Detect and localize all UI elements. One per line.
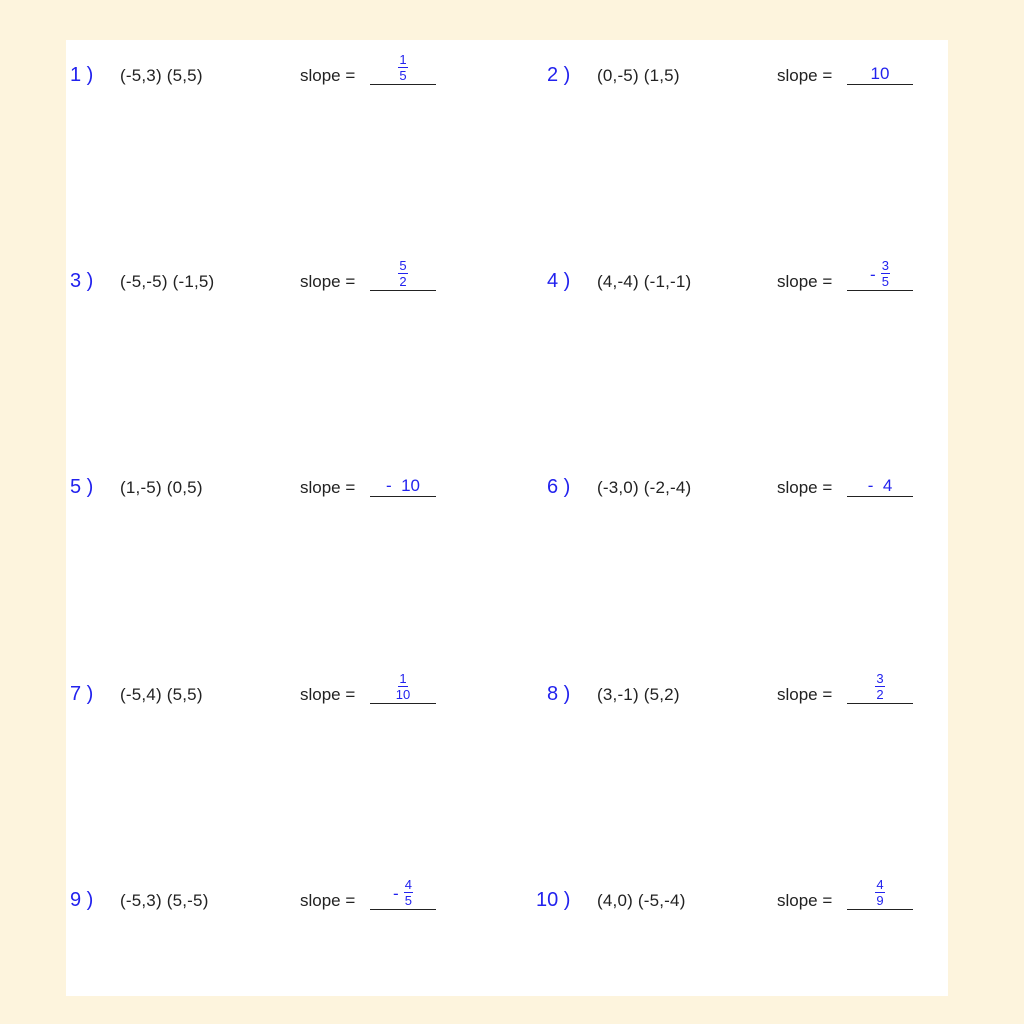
slope-answer (370, 659, 436, 703)
problem-number: 3 ) (70, 270, 94, 292)
answer-sign: - (393, 883, 399, 903)
fraction-numerator: 3 (881, 258, 889, 273)
slope-answer (847, 659, 913, 703)
problem-points: (4,-4) (-1,-1) (597, 272, 692, 291)
answer-fraction (398, 53, 407, 82)
answer-blank (370, 290, 436, 291)
slope-label: slope = (777, 891, 833, 910)
answer-blank (847, 84, 913, 85)
answer-fraction (398, 259, 407, 288)
fraction-numerator: 1 (399, 52, 407, 67)
problem-number: 7 ) (70, 683, 94, 705)
fraction-denominator: 10 (395, 687, 411, 702)
fraction-numerator: 4 (876, 877, 884, 892)
problem-number: 1 ) (70, 64, 94, 86)
answer-whole: 10 (870, 64, 890, 83)
slope-answer (370, 452, 436, 496)
problem-3 (66, 246, 506, 306)
slope-answer (847, 452, 913, 496)
problem-points: (0,-5) (1,5) (597, 66, 680, 85)
fraction-numerator: 5 (399, 258, 407, 273)
problem-number: 2 ) (547, 64, 571, 86)
problem-number: 5 ) (70, 476, 94, 498)
answer-blank (370, 496, 436, 497)
slope-label: slope = (300, 66, 356, 85)
problem-9 (66, 865, 506, 925)
problem-points: (4,0) (-5,-4) (597, 891, 686, 910)
answer-blank (847, 703, 913, 704)
answer-whole: - 4 (867, 476, 893, 495)
fraction-numerator: 3 (876, 671, 884, 686)
slope-label: slope = (777, 478, 833, 497)
fraction-denominator: 9 (876, 893, 884, 908)
problem-points: (-5,4) (5,5) (120, 685, 203, 704)
slope-answer (370, 40, 436, 84)
problem-points: (-5,3) (5,-5) (120, 891, 209, 910)
answer-fraction (396, 672, 410, 701)
worksheet-page (66, 40, 948, 996)
answer-fraction (881, 259, 890, 288)
slope-answer (370, 865, 436, 909)
answer-whole: - 10 (385, 476, 421, 495)
slope-answer (370, 246, 436, 290)
problem-6 (536, 452, 948, 512)
fraction-numerator: 1 (399, 671, 407, 686)
fraction-denominator: 5 (881, 274, 889, 289)
problem-2 (536, 40, 948, 100)
answer-blank (847, 909, 913, 910)
problem-points: (3,-1) (5,2) (597, 685, 680, 704)
problem-number: 4 ) (547, 270, 571, 292)
fraction-denominator: 2 (876, 687, 884, 702)
answer-fraction (404, 878, 413, 907)
slope-answer (847, 246, 913, 290)
problem-8 (536, 659, 948, 719)
problem-number: 9 ) (70, 889, 94, 911)
problem-points: (-3,0) (-2,-4) (597, 478, 692, 497)
problem-7 (66, 659, 506, 719)
answer-fraction (875, 672, 884, 701)
slope-label: slope = (777, 66, 833, 85)
problem-10 (536, 865, 948, 925)
slope-label: slope = (777, 685, 833, 704)
problem-number: 10 ) (536, 889, 571, 911)
problem-5 (66, 452, 506, 512)
problem-points: (-5,-5) (-1,5) (120, 272, 215, 291)
fraction-denominator: 5 (404, 893, 412, 908)
slope-label: slope = (777, 272, 833, 291)
answer-blank (370, 909, 436, 910)
slope-answer (847, 40, 913, 84)
slope-answer (847, 865, 913, 909)
problem-number: 8 ) (547, 683, 571, 705)
answer-blank (370, 703, 436, 704)
answer-sign: - (870, 264, 876, 284)
answer-blank (370, 84, 436, 85)
fraction-denominator: 2 (399, 274, 407, 289)
answer-blank (847, 290, 913, 291)
fraction-numerator: 4 (404, 877, 412, 892)
problem-points: (-5,3) (5,5) (120, 66, 203, 85)
problem-4 (536, 246, 948, 306)
slope-label: slope = (300, 272, 356, 291)
slope-label: slope = (300, 891, 356, 910)
slope-label: slope = (300, 685, 356, 704)
fraction-denominator: 5 (399, 68, 407, 83)
answer-blank (847, 496, 913, 497)
answer-fraction (875, 878, 884, 907)
problem-points: (1,-5) (0,5) (120, 478, 203, 497)
problem-1 (66, 40, 506, 100)
problem-number: 6 ) (547, 476, 571, 498)
slope-label: slope = (300, 478, 356, 497)
